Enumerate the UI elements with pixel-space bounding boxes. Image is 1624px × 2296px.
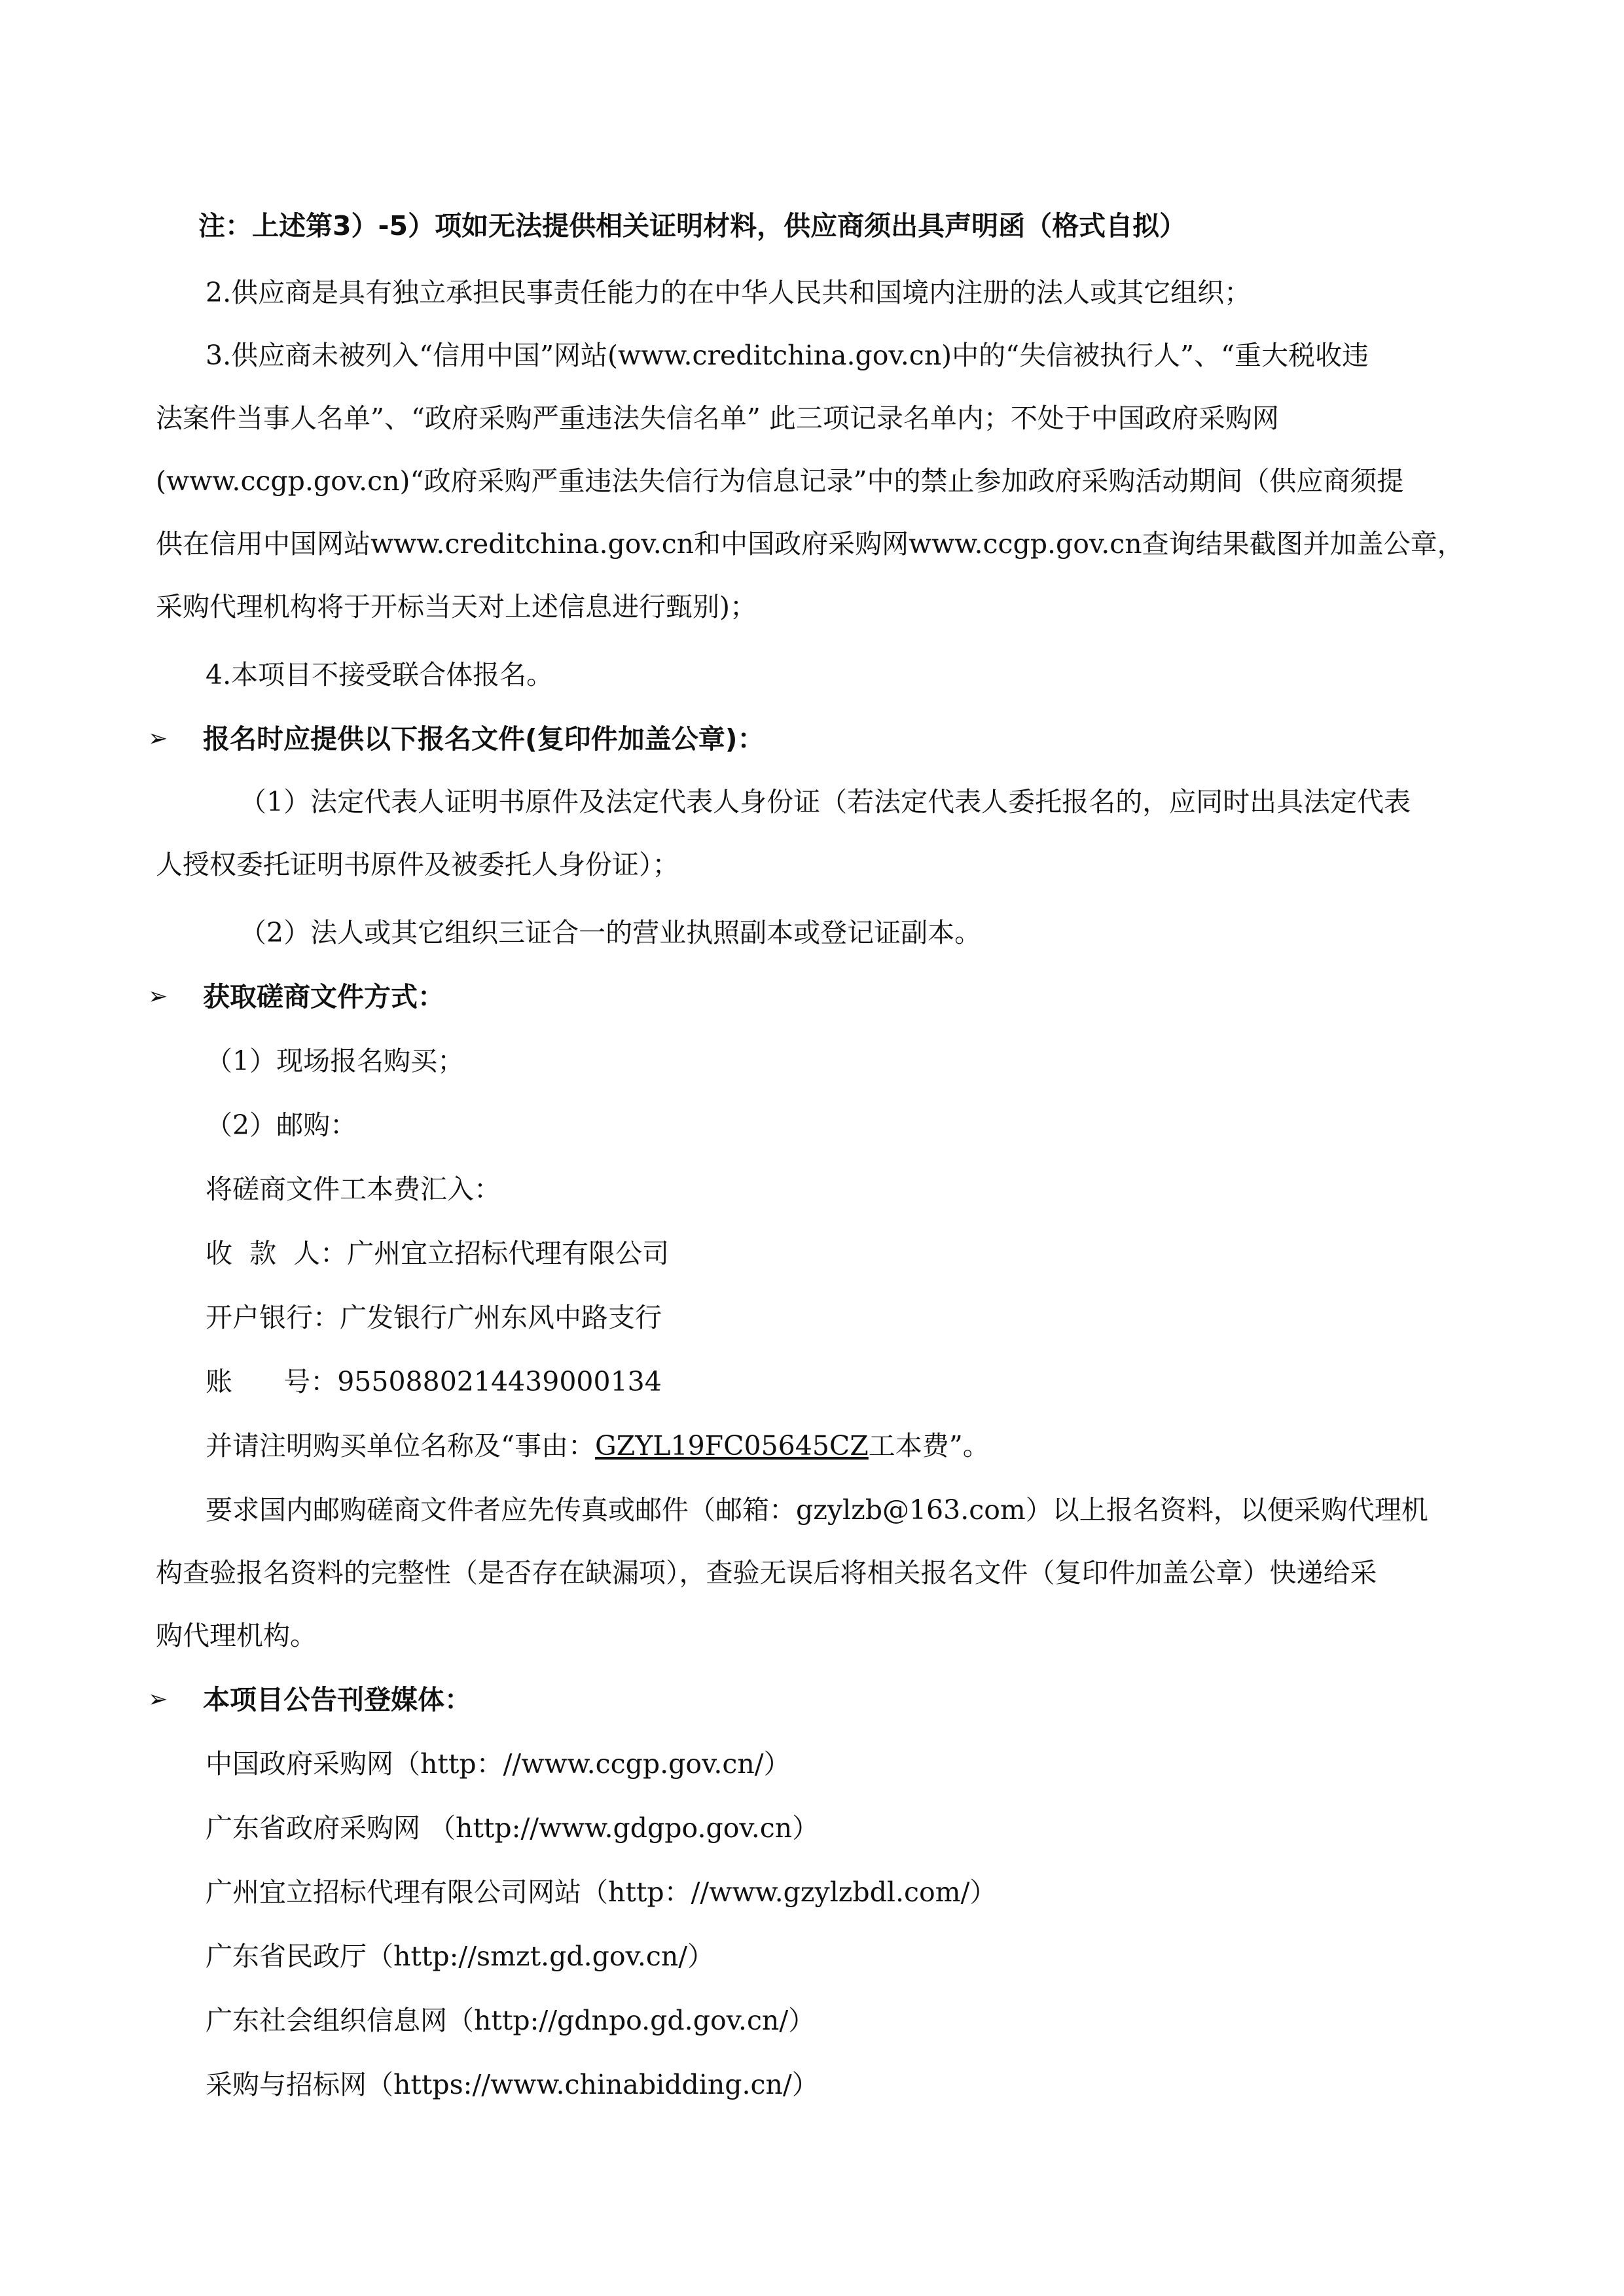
docs-heading: 获取磋商文件方式：	[203, 981, 444, 1013]
remit-line: 将磋商文件工本费汇入：	[206, 1174, 501, 1205]
payee-value: 广州宜立招标代理有限公司	[347, 1238, 670, 1269]
requirement-4: 4.本项目不接受联合体报名。	[206, 659, 554, 691]
remark-prefix: 并请注明购买单位名称及“事由：	[206, 1430, 595, 1462]
media-item: 中国政府采购网（http：//www.ccgp.gov.cn/）	[206, 1748, 791, 1780]
register-heading: 报名时应提供以下报名文件(复印件加盖公章)：	[203, 723, 765, 755]
payee-label: 收 款 人：	[206, 1238, 348, 1269]
media-heading: 本项目公告刊登媒体：	[203, 1684, 471, 1715]
account-value: 9550880214439000134	[337, 1366, 662, 1397]
account-label: 账 号：	[206, 1366, 338, 1397]
register-item-2: （2）法人或其它组织三证合一的营业执照副本或登记证副本。	[240, 917, 982, 948]
note-line: 注：上述第3）-5）项如无法提供相关证明材料，供应商须出具声明函（格式自拟）	[198, 210, 1187, 242]
media-item: 广东省政府采购网 （http://www.gdgpo.gov.cn）	[206, 1812, 820, 1844]
bullet-arrow-icon: ➢	[148, 1686, 168, 1713]
bank-label: 开户银行：	[206, 1302, 340, 1333]
mail-line-2: 构查验报名资料的完整性（是否存在缺漏项），查验无误后将相关报名文件（复印件加盖公章）快递给采	[156, 1557, 1377, 1588]
docs-item-1: （1）现场报名购买；	[206, 1045, 465, 1077]
remark-row	[206, 1427, 1521, 1465]
requirement-3-line-1: 3.供应商未被列入“信用中国”网站(www.creditchina.gov.cn)中的“失信被执行人”、“重大税收违	[206, 340, 1369, 371]
payee-row	[206, 1234, 1521, 1272]
register-item-1-line-1: （1）法定代表人证明书原件及法定代表人身份证（若法定代表人委托报名的，应同时出具法定代表	[240, 786, 1411, 817]
bank-value: 广发银行广州东风中路支行	[340, 1302, 662, 1333]
requirement-3-line-3: (www.ccgp.gov.cn)“政府采购严重违法失信行为信息记录”中的禁止参加政府采购活动期间（供应商须提	[156, 465, 1404, 497]
requirement-3-line-4: 供在信用中国网站www.creditchina.gov.cn和中国政府采购网www.ccgp.gov.cn查询结果截图并加盖公章，	[156, 528, 1464, 560]
docs-item-2: （2）邮购：	[206, 1109, 357, 1141]
requirement-3-line-5: 采购代理机构将于开标当天对上述信息进行甄别)；	[156, 591, 757, 622]
requirement-2: 2.供应商是具有独立承担民事责任能力的在中华人民共和国境内注册的法人或其它组织；	[206, 277, 1252, 308]
media-item: 广东省民政厅（http://smzt.gd.gov.cn/）	[206, 1941, 715, 1972]
requirement-3-line-2: 法案件当事人名单”、“政府采购严重违法失信名单” 此三项记录名单内；不处于中国政府采购网	[156, 403, 1279, 434]
register-item-1-line-2: 人授权委托证明书原件及被委托人身份证）；	[156, 849, 679, 880]
bullet-arrow-icon: ➢	[148, 983, 168, 1010]
media-item: 广州宜立招标代理有限公司网站（http：//www.gzylzbdl.com/）	[206, 1876, 997, 1908]
media-item: 广东社会组织信息网（http://gdnpo.gd.gov.cn/）	[206, 2005, 816, 2036]
bullet-arrow-icon: ➢	[148, 725, 168, 752]
remark-code: GZYL19FC05645CZ	[594, 1430, 869, 1462]
mail-line-1: 要求国内邮购磋商文件者应先传真或邮件（邮箱：gzylzb@163.com）以上报名资料，以便采购代理机	[206, 1494, 1428, 1526]
account-row	[206, 1363, 1521, 1401]
remark-suffix: 工本费”。	[868, 1430, 990, 1462]
mail-line-3: 购代理机构。	[156, 1620, 317, 1651]
media-item: 采购与招标网（https://www.chinabidding.cn/）	[206, 2069, 819, 2100]
bank-row	[206, 1299, 1521, 1336]
